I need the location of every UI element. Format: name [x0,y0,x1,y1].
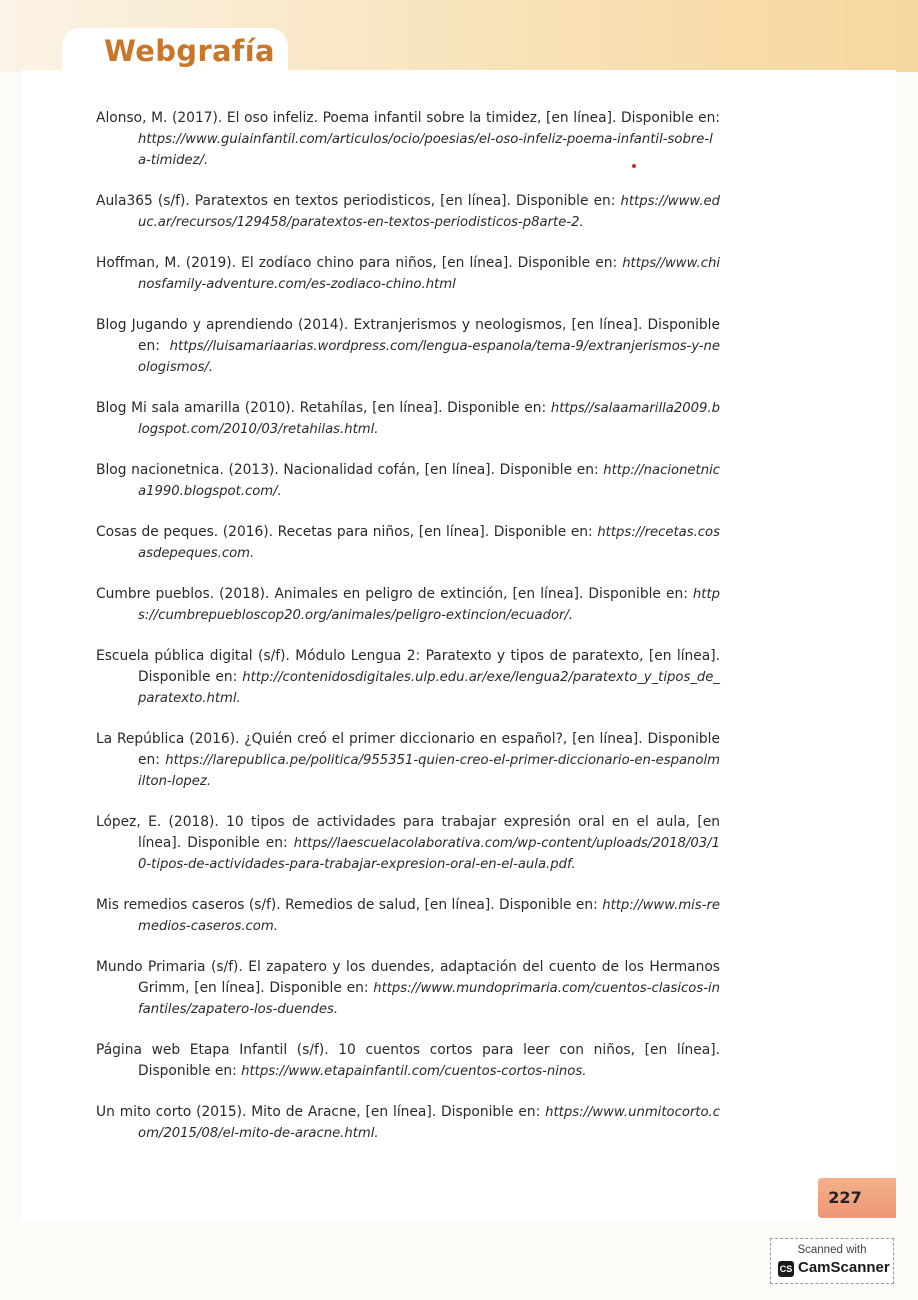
reference-url[interactable]: https//salaamarilla2009.blogspot.com/2010/03/retahilas.html. [138,401,720,437]
reference-entry [96,584,720,626]
reference-url[interactable]: https://www.guiainfantil.com/articulos/ocio/poesias/el-oso-infeliz-poema-infantil-sobre-la-timidez/. [138,132,713,168]
reference-text: Hoffman, M. (2019). El zodíaco chino para niños, [en línea]. Disponible en: [96,255,623,271]
reference-entry [96,957,720,1020]
reference-text: Mis remedios caseros (s/f). Remedios de salud, [en línea]. Disponible en: [96,897,603,913]
reference-entry [96,191,720,233]
scanned-with-label: Scanned with [797,1244,867,1256]
reference-entry [96,729,720,792]
reference-url[interactable]: http://contenidosdigitales.ulp.edu.ar/exe/lengua2/paratexto_y_tipos_de_paratexto.html. [138,670,720,706]
reference-text: Mundo Primaria (s/f). El zapatero y los duendes, adaptación del cuento de los Hermanos Grimm, [en línea]. Disponible en: [96,959,720,996]
reference-entry [96,108,720,171]
reference-entry [96,522,720,564]
reference-url[interactable]: https://www.etapainfantil.com/cuentos-cortos-ninos. [241,1064,587,1079]
reference-url[interactable]: https//www.chinosfamily-adventure.com/es-zodiaco-chino.html [138,256,720,292]
reference-entry [96,460,720,502]
camscanner-watermark [770,1238,894,1284]
reference-list [96,108,720,1164]
reference-entry [96,895,720,937]
reference-text: Cumbre pueblos. (2018). Animales en peligro de extinción, [en línea]. Disponible en: [96,586,693,602]
reference-url[interactable]: http://nacionetnica1990.blogspot.com/. [138,463,720,499]
reference-url[interactable]: https://www.mundoprimaria.com/cuentos-clasicos-infantiles/zapatero-los-duendes. [138,981,720,1017]
reference-url[interactable]: https://larepublica.pe/politica/955351-quien-creo-el-primer-diccionario-en-espanolmilton-lopez. [138,753,720,789]
reference-text: Página web Etapa Infantil (s/f). 10 cuentos cortos para leer con niños, [en línea]. Disponible en: [96,1042,720,1079]
reference-text: Aula365 (s/f). Paratextos en textos periodisticos, [en línea]. Disponible en: [96,193,621,209]
reference-url[interactable]: https://www.educ.ar/recursos/129458/paratextos-en-textos-periodisticos-p8arte-2. [138,194,720,230]
reference-text: Cosas de peques. (2016). Recetas para niños, [en línea]. Disponible en: [96,524,598,540]
reference-url[interactable]: https://recetas.cosasdepeques.com. [138,525,720,561]
reference-url[interactable]: https//laescuelacolaborativa.com/wp-content/uploads/2018/03/10-tipos-de-actividades-para-trabajar-expresion-oral-en-el-aula.pdf. [138,836,720,872]
red-dot-mark [632,164,636,168]
reference-text: Alonso, M. (2017). El oso infeliz. Poema infantil sobre la timidez, [en línea]. Disponible en: [96,110,720,126]
reference-url[interactable]: https//luisamariaarias.wordpress.com/lengua-espanola/tema-9/extranjerismos-y-neologismos/. [138,339,720,375]
reference-text: López, E. (2018). 10 tipos de actividades para trabajar expresión oral en el aula, [en línea]. Disponible en: [96,814,720,851]
camscanner-brand: CamScanner [798,1259,890,1276]
reference-url[interactable]: https://cumbrepuebloscop20.org/animales/peligro-extincion/ecuador/. [138,587,720,623]
reference-entry [96,315,720,378]
reference-entry [96,812,720,875]
reference-url[interactable]: http://www.mis-remedios-caseros.com. [138,898,720,934]
reference-text: Un mito corto (2015). Mito de Aracne, [en línea]. Disponible en: [96,1104,546,1120]
reference-entry [96,646,720,709]
page-number: 227 [828,1188,862,1207]
reference-entry [96,1102,720,1144]
reference-text: Blog Mi sala amarilla (2010). Retahílas, [en línea]. Disponible en: [96,400,551,416]
reference-text: Blog nacionetnica. (2013). Nacionalidad cofán, [en línea]. Disponible en: [96,462,604,478]
reference-entry [96,398,720,440]
reference-text: La República (2016). ¿Quién creó el primer diccionario en español?, [en línea]. Disponible en: [96,731,720,768]
page-title: Webgrafía [104,34,275,68]
reference-text: Blog Jugando y aprendiendo (2014). Extranjerismos y neologismos, [en línea]. Disponible en: [96,317,720,354]
camscanner-logo-icon: CS [778,1261,794,1277]
reference-entry [96,1040,720,1082]
reference-text: Escuela pública digital (s/f). Módulo Lengua 2: Paratexto y tipos de paratexto, [en línea]. Disponible en: [96,648,720,685]
reference-entry [96,253,720,295]
reference-url[interactable]: https://www.unmitocorto.com/2015/08/el-mito-de-aracne.html. [138,1105,720,1141]
